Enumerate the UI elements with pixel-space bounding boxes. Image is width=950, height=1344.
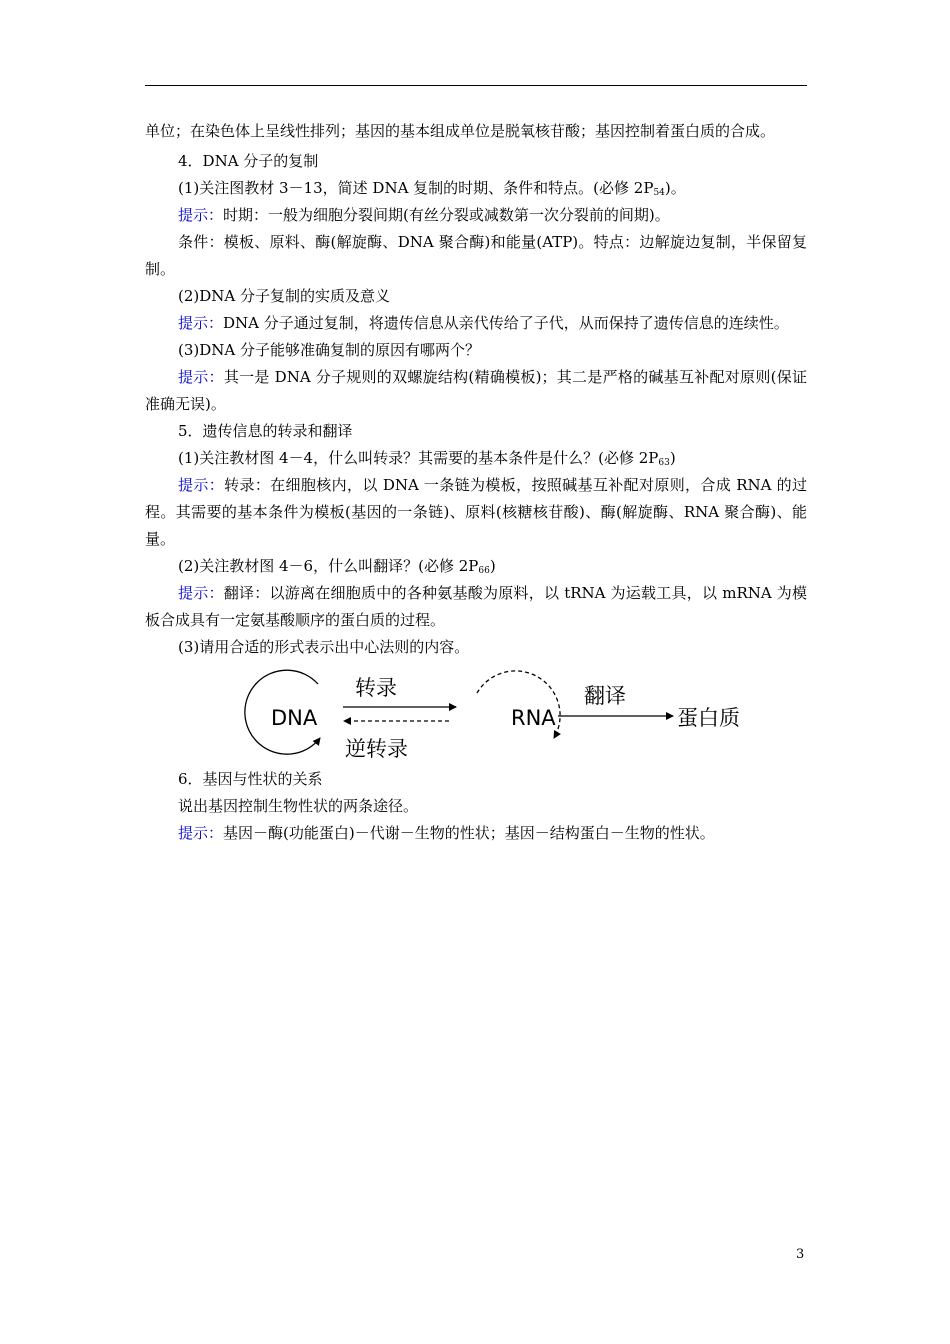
reverse-transcription-label: 逆转录 [345,737,408,761]
answer-4-1: 提示：时期：一般为细胞分裂间期(有丝分裂或减数第一次分裂前的间期)。 [178,206,670,224]
answer-4-3: 提示：其一是 DNA 分子规则的双螺旋结构(精确模板)；其二是严格的碱基互补配对原则(保证准确无误)。 [145,368,807,413]
hint-label: 提示： [178,206,224,224]
hint-label: 提示： [178,476,225,494]
question-6: 说出基因控制生物性状的两条途径。 [178,797,419,815]
answer-4-2: 提示：DNA 分子通过复制，将遗传信息从亲代传给了子代，从而保持了遗传信息的连续性。 [178,314,789,332]
section-5-title: 5．遗传信息的转录和翻译 [178,422,353,440]
transcription-label: 转录 [355,676,397,700]
page-number: 3 [796,1247,805,1262]
question-4-1: (1)关注图教材 3－13，简述 DNA 复制的时期、条件和特点。(必修 $2P_{54}$)。 [178,179,686,198]
hint-label: 提示： [178,824,224,842]
question-4-3: (3)DNA 分子能够准确复制的原因有哪两个？ [178,341,481,359]
question-5-2: (2)关注教材图 4－6，什么叫翻译？(必修 $2P_{66}$) [178,557,496,576]
rna-label: RNA [511,706,556,730]
paragraph-continuation: 单位；在染色体上呈线性排列；基因的基本组成单位是脱氧核苷酸；基因控制着蛋白质的合成。 [145,122,776,140]
dna-label: DNA [271,706,318,730]
answer-6: 提示：基因－酶(功能蛋白)－代谢－生物的性状；基因－结构蛋白－生物的性状。 [178,824,715,842]
hint-label: 提示： [178,314,224,332]
translation-label: 翻译 [584,684,626,708]
section-6-title: 6．基因与性状的关系 [178,770,323,788]
question-5-3: (3)请用合适的形式表示出中心法则的内容。 [178,638,470,656]
question-4-2: (2)DNA 分子复制的实质及意义 [178,287,391,305]
hint-label: 提示： [178,368,224,386]
header-rule [145,85,807,86]
page-content [145,118,807,847]
protein-label: 蛋白质 [677,706,740,730]
answer-5-1: 提示：转录：在细胞核内，以 DNA 一条链为模板，按照碱基互补配对原则，合成 RNA 的过程。其需要的基本条件为模板(基因的一条链)、原料(核糖核苷酸)、酶(解旋酶、RNA 聚合酶)、能量。 [145,476,807,548]
answer-5-2: 提示：翻译：以游离在细胞质中的各种氨基酸为原料，以 tRNA 为运载工具，以 mRNA 为模板合成具有一定氨基酸顺序的蛋白质的过程。 [145,584,807,629]
section-4-title: 4．DNA 分子的复制 [178,152,319,170]
answer-4-1-continued: 条件：模板、原料、酶(解旋酶、DNA 聚合酶)和能量(ATP)。特点：边解旋边复制，半保留复制。 [145,233,807,278]
central-dogma-diagram [145,666,807,762]
question-5-1: (1)关注教材图 4－4，什么叫转录？其需要的基本条件是什么？(必修 $2P_{63}$) [178,449,676,468]
hint-label: 提示： [178,584,224,602]
